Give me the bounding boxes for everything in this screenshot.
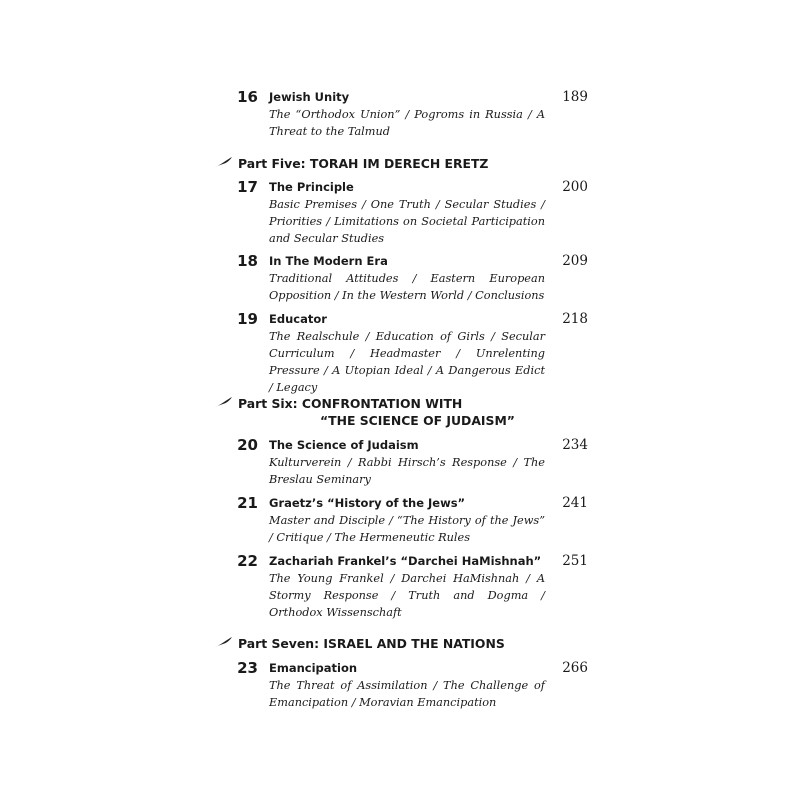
part-title-line-2: “THE SCIENCE OF JUDAISM” <box>320 413 515 428</box>
chapter-page-number: 209 <box>562 253 588 269</box>
chapter-page-number: 266 <box>562 660 588 676</box>
chapter-number: 18 <box>237 252 258 270</box>
chapter-title: The Science of Judaism <box>269 438 419 452</box>
chapter-title: Jewish Unity <box>269 90 350 104</box>
chapter-title: Educator <box>269 312 327 326</box>
chapter-number: 20 <box>237 436 258 454</box>
chapter-number: 16 <box>237 88 258 106</box>
chapter-topics: Master and Disciple / “The History of the Jews” / Critique / The Hermeneutic Rules <box>269 514 545 544</box>
quill-pen-icon <box>213 156 233 168</box>
chapter-page-number: 189 <box>562 89 588 105</box>
chapter-topics: Traditional Attitudes / Eastern European Opposition / In the Western World / Conclusions <box>269 272 545 302</box>
chapter-page-number: 234 <box>562 437 588 453</box>
chapter-topics: The Threat of Assimilation / The Challenge of Emancipation / Moravian Emancipation <box>269 679 545 709</box>
part-title: Part Seven: ISRAEL AND THE NATIONS <box>238 636 505 651</box>
chapter-title: Zachariah Frankel’s “Darchei HaMishnah” <box>269 554 542 568</box>
chapter-page-number: 200 <box>562 179 588 195</box>
chapter-topics: The Young Frankel / Darchei HaMishnah / A Stormy Response / Truth and Dogma / Orthodox Wissenschaft <box>269 572 545 619</box>
chapter-title: Graetz’s “History of the Jews” <box>269 496 466 510</box>
quill-pen-icon <box>213 396 233 408</box>
chapter-number: 19 <box>237 310 258 328</box>
chapter-number: 17 <box>237 178 258 196</box>
chapter-number: 21 <box>237 494 258 512</box>
chapter-topics: Kulturverein / Rabbi Hirsch’s Response / The Breslau Seminary <box>269 456 545 486</box>
chapter-topics: Basic Premises / One Truth / Secular Studies / Priorities / Limitations on Societal Participation and Secular Studies <box>269 198 545 245</box>
chapter-topics: The Realschule / Education of Girls / Secular Curriculum / Headmaster / Unrelenting Pressure / A Utopian Ideal / A Dangerous Edict / Legacy <box>269 330 545 394</box>
quill-pen-icon <box>213 636 233 648</box>
chapter-number: 22 <box>237 552 258 570</box>
chapter-number: 23 <box>237 659 258 677</box>
chapter-page-number: 218 <box>562 311 588 327</box>
part-title: Part Six: CONFRONTATION WITH <box>238 396 463 411</box>
chapter-page-number: 241 <box>562 495 588 511</box>
chapter-title: In The Modern Era <box>269 254 388 268</box>
chapter-page-number: 251 <box>562 553 588 569</box>
part-title: Part Five: TORAH IM DERECH ERETZ <box>238 156 489 171</box>
chapter-topics: The “Orthodox Union” / Pogroms in Russia / A Threat to the Talmud <box>269 108 545 138</box>
chapter-title: The Principle <box>269 180 354 194</box>
chapter-title: Emancipation <box>269 661 358 675</box>
